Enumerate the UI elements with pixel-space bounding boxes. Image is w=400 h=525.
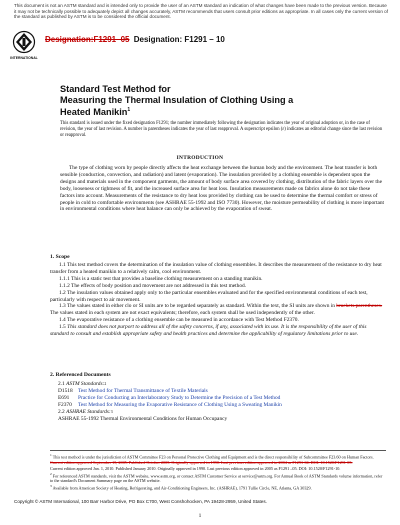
reference-item[interactable] bbox=[50, 388, 386, 395]
footnote-1: $^1$ This test method is under the jurisdiction of ASTM Committee F23 on Personal Protective Clothing and Equipment and is the direct responsibility of Subcommittee F23.60 on Human Factors. bbox=[50, 453, 374, 460]
reference-link[interactable]: Test Method for Thermal Transmittance of Textile Materials bbox=[78, 387, 208, 394]
footnote-1-deleted: Current edition approved September 15, 2005. Published October 2005. Originally approved in 1990. Last previous edition approved in 2004 as F1291-04. DOI: 10.1520/F1291-05. bbox=[50, 460, 353, 466]
introduction-heading: INTRODUCTION bbox=[176, 155, 224, 161]
title-line-3: Heated Manikin bbox=[60, 107, 128, 118]
reference-code: E691 bbox=[58, 394, 70, 401]
reference-code: F2370 bbox=[58, 401, 72, 408]
ashrae-standards-label: 2.2 ASHRAE Standards: 3 bbox=[58, 408, 113, 415]
document-title bbox=[60, 84, 360, 118]
deleted-text: brackets.parentheses. bbox=[336, 303, 383, 310]
reference-code: D1518 bbox=[58, 387, 73, 394]
astm-standards-label: 2.1 ASTM Standards: 2 bbox=[58, 381, 107, 387]
reference-link[interactable]: Test Method for Measuring the Evaporative Resistance of Clothing Using a Sweating Manikin bbox=[78, 401, 282, 408]
title-line-2: Measuring the Thermal Insulation of Clothing Using a bbox=[60, 94, 294, 105]
copyright-line: Copyright © ASTM International, 100 Barr Harbor Drive, PO Box C700, West Conshohocken, PA 19428-2959, United States. bbox=[14, 499, 267, 504]
designation-old: Designation:F1291–05 bbox=[45, 35, 130, 44]
footnote-1-current: Current edition approved Jan. 1, 2010. Published January 2010. Originally approved in 1990. Last previous edition approved in 2005 as F1291 –05. DOI: 10.1520/F1291-10. bbox=[50, 465, 341, 471]
reference-link[interactable]: Practice for Conducting an Interlaboratory Study to Determine the Precision of a Test Method bbox=[78, 394, 281, 401]
scope-1-1: 1.1 This test method covers the determination of the insulation value of clothing ensembles. It describes the measurement of the resistance to dry heat transfer from a heated manikin to a relatively calm, cool environment. bbox=[50, 262, 382, 275]
footnotes bbox=[50, 450, 386, 491]
scope-1-2: 1.2 The insulation values obtained apply only to the particular ensembles evaluated and for the specified environmental conditions of each test, particularly with respect to air movement. bbox=[50, 289, 368, 303]
scope-1-1-2: 1.1.2 The effects of body position and movement are not addressed in this test method. bbox=[59, 282, 247, 289]
standard-note: This standard is issued under the fixed designation F1291; the number immediately following the designation indicates the year of original adoption or, in the case of revision, the year of last revision. A number in parentheses indicates the year of last reapproval. A superscript epsilon (ε) indicates an editorial change since the last revision or reapproval. bbox=[60, 121, 383, 138]
footnote-3: $^3$ Available from American Society of Heating, Refrigerating, and Air-Conditioning Engineers, Inc. (ASHRAE), 1791 Tullie Circle, NE, Atlanta, GA 30329. bbox=[50, 483, 312, 491]
logo-text: INTERNATIONAL bbox=[10, 56, 38, 60]
scope-section bbox=[50, 262, 386, 338]
referenced-documents bbox=[50, 381, 386, 422]
scope-heading: 1. Scope bbox=[50, 254, 70, 260]
scope-1-1-1: 1.1.1 This is a static test that provides a baseline clothing measurement on a standing manikin. bbox=[59, 275, 263, 282]
reference-item[interactable] bbox=[50, 402, 386, 409]
designation bbox=[45, 35, 225, 44]
title-footnote-ref[interactable]: 1 bbox=[127, 107, 131, 114]
referenced-documents-heading: 2. Referenced Documents bbox=[50, 372, 111, 378]
scope-1-4: 1.4 The evaporative resistance of a clothing ensemble can be measured in accordance with Test Method F2370. bbox=[59, 317, 299, 324]
footnote-2: $^2$ For referenced ASTM standards, visit the ASTM website, www.astm.org, or contact ASTM Customer Service at service@astm.org. For Annual Book of ASTM Standards volume information, refer to the standard's Document Summary page on the ASTM website. bbox=[50, 471, 383, 484]
document-notice: This document is not an ASTM standard and is intended only to provide the user of an ASTM standard an indication of what changes have been made to the previous version. Because it may not be technically possible to adequately depict all changes accurately, ASTM recommends that users consult prior editions as appropriate. In all cases only the current version of the standard as published by ASTM is to be considered the official document. bbox=[14, 3, 388, 20]
ashrae-reference: ASHRAE 55-1992 Thermal Environmental Conditions for Human Occupancy bbox=[58, 415, 228, 422]
reference-item[interactable] bbox=[50, 395, 386, 402]
astm-logo bbox=[12, 31, 36, 61]
scope-1-5: 1.5 This standard does not purport to address all of the safety concerns, if any, associated with its use. It is the responsibility of the user of this standard to consult and establish appropriate safety and health practices and determine the applicability of regulatory limitations prior to use. bbox=[50, 324, 367, 338]
designation-new: Designation: F1291 – 10 bbox=[133, 35, 225, 44]
page-number: 1 bbox=[198, 513, 202, 519]
introduction-text: The type of clothing worn by people directly affects the heat exchange between the human body and the environment. The heat transfer is both sensible (conduction, convection, and radiation) and latent (evaporation). The insulation provided by a clothing ensemble is dependent upon the designs and materials used in the component garments, the amount of body surface area covered by clothing, distribution of the fabric layers over the body, looseness or tightness of fit, and the increased surface area for heat loss. Insulation measurements made on fabrics alone do not take these factors into account. Measurements of the resistance to dry heat loss provided by clothing can be used to determine the thermal comfort or stress of people in cold to comfortable environments (see ASHRAE 55-1992 and ISO 7730). However, the moisture permeability of clothing is more important in environmental conditions where heat balance can only be achieved by the evaporation of sweat. bbox=[60, 165, 385, 213]
scope-1-3: 1.3 The values stated in either clo or SI units are to be regarded separately as standard. Within the text, the SI units are shown in brackets.parentheses. The values stated in each system are not exact equivalents; therefore, each system shall be used independently of the other. bbox=[50, 303, 383, 317]
title-line-1: Standard Test Method for bbox=[60, 84, 171, 94]
